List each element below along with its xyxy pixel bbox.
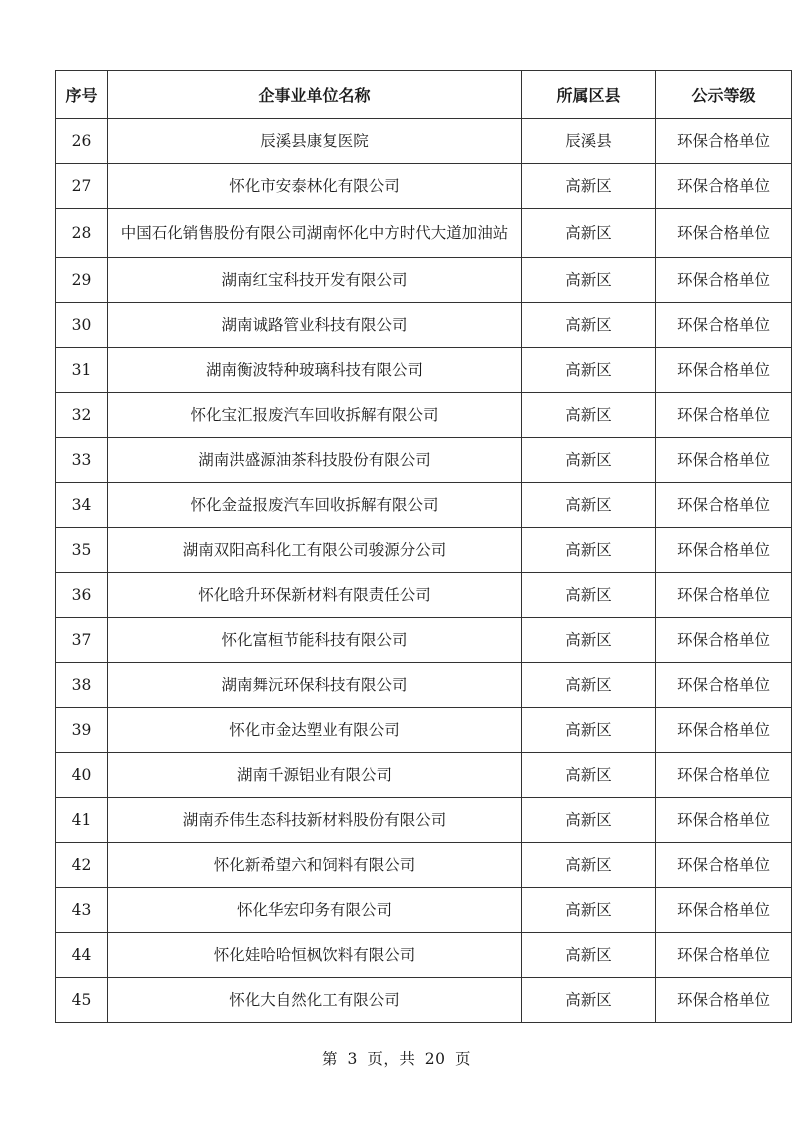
row-district: 高新区 — [522, 618, 656, 663]
row-serial-number: 39 — [56, 708, 108, 753]
row-disclosure-level: 环保合格单位 — [656, 258, 792, 303]
table-row — [56, 753, 792, 798]
row-district: 高新区 — [522, 438, 656, 483]
row-enterprise-name: 怀化富桓节能科技有限公司 — [108, 618, 522, 663]
header-serial-number: 序号 — [56, 71, 108, 119]
row-disclosure-level: 环保合格单位 — [656, 119, 792, 164]
row-enterprise-name: 湖南红宝科技开发有限公司 — [108, 258, 522, 303]
row-enterprise-name: 湖南诚路管业科技有限公司 — [108, 303, 522, 348]
row-serial-number: 44 — [56, 933, 108, 978]
row-serial-number: 36 — [56, 573, 108, 618]
row-district: 高新区 — [522, 209, 656, 258]
row-disclosure-level: 环保合格单位 — [656, 438, 792, 483]
row-serial-number: 35 — [56, 528, 108, 573]
row-disclosure-level: 环保合格单位 — [656, 209, 792, 258]
row-enterprise-name: 中国石化销售股份有限公司湖南怀化中方时代大道加油站 — [108, 209, 522, 258]
table-row — [56, 258, 792, 303]
row-disclosure-level: 环保合格单位 — [656, 798, 792, 843]
row-district: 高新区 — [522, 393, 656, 438]
row-serial-number: 31 — [56, 348, 108, 393]
row-enterprise-name: 怀化华宏印务有限公司 — [108, 888, 522, 933]
row-disclosure-level: 环保合格单位 — [656, 528, 792, 573]
row-serial-number: 37 — [56, 618, 108, 663]
row-district: 高新区 — [522, 843, 656, 888]
row-enterprise-name: 怀化金益报废汽车回收拆解有限公司 — [108, 483, 522, 528]
row-district: 高新区 — [522, 303, 656, 348]
row-enterprise-name: 怀化大自然化工有限公司 — [108, 978, 522, 1023]
row-serial-number: 34 — [56, 483, 108, 528]
page-suffix: 页，共 — [367, 1050, 416, 1068]
page-number: 3 — [347, 1050, 358, 1068]
row-district: 高新区 — [522, 258, 656, 303]
row-enterprise-name: 怀化娃哈哈恒枫饮料有限公司 — [108, 933, 522, 978]
row-enterprise-name: 辰溪县康复医院 — [108, 119, 522, 164]
enterprise-list-table — [55, 70, 792, 1023]
table-row — [56, 209, 792, 258]
row-serial-number: 27 — [56, 164, 108, 209]
row-district: 高新区 — [522, 753, 656, 798]
row-district: 高新区 — [522, 888, 656, 933]
table-row — [56, 843, 792, 888]
row-enterprise-name: 怀化市安泰林化有限公司 — [108, 164, 522, 209]
table-row — [56, 708, 792, 753]
row-disclosure-level: 环保合格单位 — [656, 483, 792, 528]
row-district: 高新区 — [522, 348, 656, 393]
row-serial-number: 32 — [56, 393, 108, 438]
row-district: 高新区 — [522, 164, 656, 209]
table-row — [56, 393, 792, 438]
row-district: 高新区 — [522, 573, 656, 618]
row-district: 高新区 — [522, 663, 656, 708]
table-row — [56, 663, 792, 708]
row-disclosure-level: 环保合格单位 — [656, 164, 792, 209]
table-header-row — [56, 71, 792, 119]
row-serial-number: 45 — [56, 978, 108, 1023]
row-serial-number: 41 — [56, 798, 108, 843]
page-footer — [0, 1047, 793, 1069]
table-row — [56, 164, 792, 209]
row-serial-number: 40 — [56, 753, 108, 798]
table-row — [56, 303, 792, 348]
row-district: 高新区 — [522, 933, 656, 978]
header-enterprise-name: 企事业单位名称 — [108, 71, 522, 119]
header-disclosure-level: 公示等级 — [656, 71, 792, 119]
row-disclosure-level: 环保合格单位 — [656, 933, 792, 978]
row-serial-number: 33 — [56, 438, 108, 483]
row-district: 辰溪县 — [522, 119, 656, 164]
table-row — [56, 933, 792, 978]
row-district: 高新区 — [522, 708, 656, 753]
row-serial-number: 43 — [56, 888, 108, 933]
row-district: 高新区 — [522, 528, 656, 573]
row-enterprise-name: 湖南千源铝业有限公司 — [108, 753, 522, 798]
table-row — [56, 798, 792, 843]
row-disclosure-level: 环保合格单位 — [656, 663, 792, 708]
header-district: 所属区县 — [522, 71, 656, 119]
table-row — [56, 618, 792, 663]
row-enterprise-name: 湖南乔伟生态科技新材料股份有限公司 — [108, 798, 522, 843]
table-row — [56, 573, 792, 618]
row-disclosure-level: 环保合格单位 — [656, 573, 792, 618]
row-disclosure-level: 环保合格单位 — [656, 348, 792, 393]
row-enterprise-name: 怀化新希望六和饲料有限公司 — [108, 843, 522, 888]
row-disclosure-level: 环保合格单位 — [656, 618, 792, 663]
table-row — [56, 438, 792, 483]
row-serial-number: 29 — [56, 258, 108, 303]
row-disclosure-level: 环保合格单位 — [656, 708, 792, 753]
table-row — [56, 528, 792, 573]
row-enterprise-name: 湖南洪盛源油茶科技股份有限公司 — [108, 438, 522, 483]
page-prefix: 第 — [322, 1050, 339, 1068]
row-disclosure-level: 环保合格单位 — [656, 978, 792, 1023]
row-serial-number: 42 — [56, 843, 108, 888]
row-disclosure-level: 环保合格单位 — [656, 843, 792, 888]
total-suffix: 页 — [454, 1050, 471, 1068]
row-enterprise-name: 怀化宝汇报废汽车回收拆解有限公司 — [108, 393, 522, 438]
table-row — [56, 978, 792, 1023]
row-disclosure-level: 环保合格单位 — [656, 753, 792, 798]
table-row — [56, 119, 792, 164]
row-district: 高新区 — [522, 798, 656, 843]
table-row — [56, 483, 792, 528]
row-disclosure-level: 环保合格单位 — [656, 303, 792, 348]
row-district: 高新区 — [522, 483, 656, 528]
row-enterprise-name: 怀化市金达塑业有限公司 — [108, 708, 522, 753]
table-row — [56, 888, 792, 933]
row-enterprise-name: 湖南舞沅环保科技有限公司 — [108, 663, 522, 708]
table-row — [56, 348, 792, 393]
total-pages: 20 — [424, 1050, 446, 1068]
row-disclosure-level: 环保合格单位 — [656, 393, 792, 438]
row-serial-number: 38 — [56, 663, 108, 708]
row-enterprise-name: 湖南衡波特种玻璃科技有限公司 — [108, 348, 522, 393]
row-serial-number: 28 — [56, 209, 108, 258]
row-serial-number: 30 — [56, 303, 108, 348]
row-serial-number: 26 — [56, 119, 108, 164]
row-enterprise-name: 湖南双阳高科化工有限公司骏源分公司 — [108, 528, 522, 573]
row-district: 高新区 — [522, 978, 656, 1023]
row-disclosure-level: 环保合格单位 — [656, 888, 792, 933]
row-enterprise-name: 怀化晗升环保新材料有限责任公司 — [108, 573, 522, 618]
